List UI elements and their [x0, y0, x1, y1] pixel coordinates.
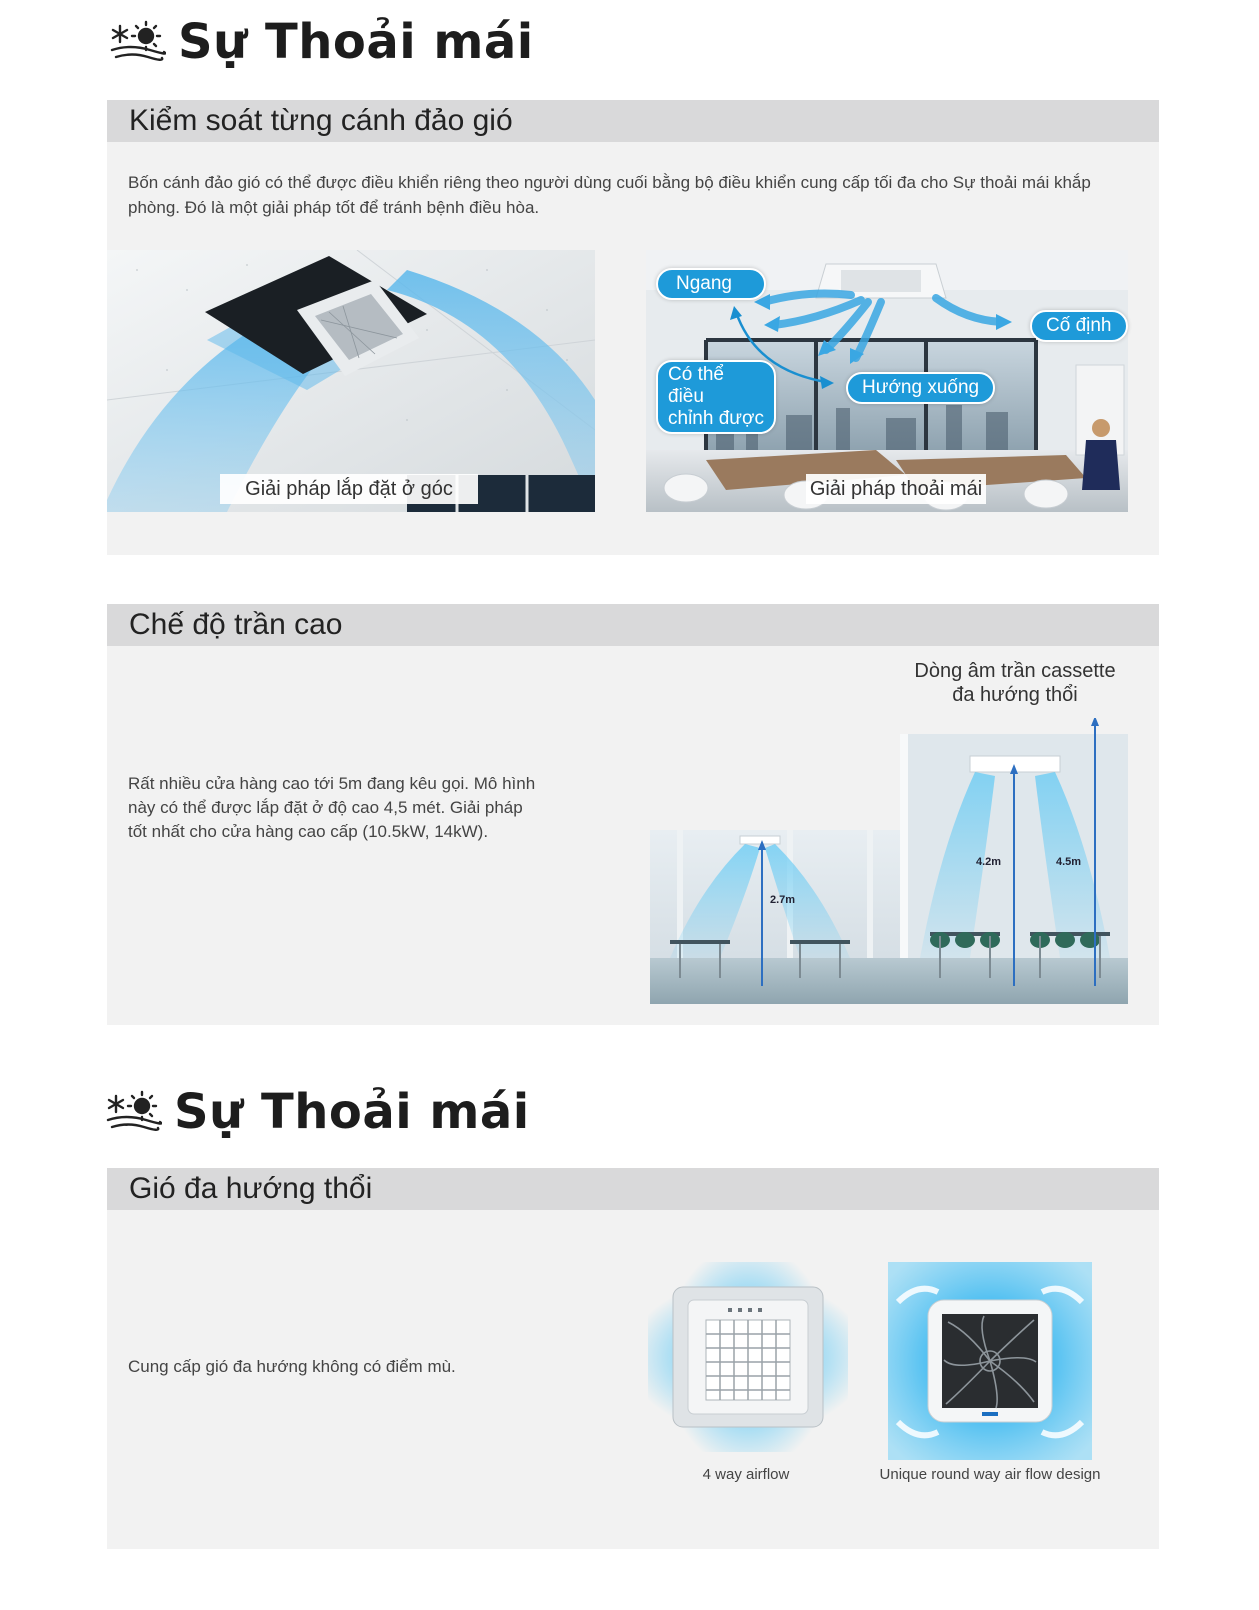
brand-title-text: Sự Thoải mái — [174, 1084, 530, 1140]
airflow-description: Cung cấp gió đa hướng không có điểm mù. — [128, 1357, 456, 1376]
section-header — [107, 604, 1159, 646]
brand-title-text: Sự Thoải mái — [178, 14, 534, 70]
corner-install-illustration — [107, 250, 595, 512]
comfort-solution-caption: Giải pháp thoải mái — [806, 474, 986, 504]
high-ceiling-description-line2: này có thể được lắp đặt ở độ cao 4,5 mét. Giải pháp — [128, 798, 523, 817]
bubble-fixed: Cố định — [1030, 310, 1128, 342]
height-label-normal: 2.7m — [770, 894, 796, 906]
bubble-adjustable-line1: Có thể điều — [668, 364, 724, 407]
round-way-caption: Unique round way air flow design — [879, 1466, 1101, 1483]
bubble-horizontal: Ngang — [656, 268, 766, 300]
cassette-label — [890, 659, 1140, 707]
louver-description: Bốn cánh đảo gió có thể được điều khiển riêng theo người dùng cuối bằng bộ điều khiển cung cấp tối đa cho Sự thoải mái khắp phòng. Đó là một giải pháp tốt để tránh bệnh điều hòa. — [128, 173, 1091, 217]
round-way-airflow-product — [888, 1262, 1092, 1460]
section-heading: Kiểm soát từng cánh đảo gió — [129, 104, 513, 137]
bubble-adjustable — [656, 360, 776, 434]
corner-install-caption: Giải pháp lắp đặt ở góc — [220, 474, 478, 504]
bubble-adjustable-line2: chỉnh được — [668, 408, 764, 429]
high-ceiling-description — [128, 772, 588, 844]
height-label-b: 4.5m — [1056, 856, 1082, 868]
section-heading: Gió đa hướng thổi — [129, 1172, 373, 1205]
cassette-label-line1: Dòng âm trần cassette — [914, 660, 1116, 682]
round-way-cassette-illustration — [888, 1262, 1092, 1460]
four-way-airflow-product — [648, 1262, 848, 1452]
height-label-a: 4.2m — [976, 856, 1002, 868]
section-header — [107, 1168, 1159, 1210]
snow-sun-comfort-icon — [110, 20, 166, 64]
bubble-downward: Hướng xuống — [846, 372, 995, 404]
high-ceiling-description-line3: tốt nhất cho cửa hàng cao cấp (10.5kW, 14kW). — [128, 822, 489, 841]
four-way-cassette-illustration — [648, 1262, 848, 1452]
high-ceiling-description-line1: Rất nhiều cửa hàng cao tới 5m đang kêu gọi. Mô hình — [128, 774, 536, 793]
four-way-caption: 4 way airflow — [702, 1466, 790, 1483]
brand-title-bottom — [106, 1084, 530, 1140]
snow-sun-comfort-icon — [106, 1090, 162, 1134]
section-header — [107, 100, 1159, 142]
cassette-label-line2: đa hướng thổi — [952, 684, 1078, 706]
brand-title-top — [110, 14, 534, 70]
corner-install-photo — [107, 250, 595, 512]
section-heading: Chế độ trần cao — [129, 608, 343, 641]
